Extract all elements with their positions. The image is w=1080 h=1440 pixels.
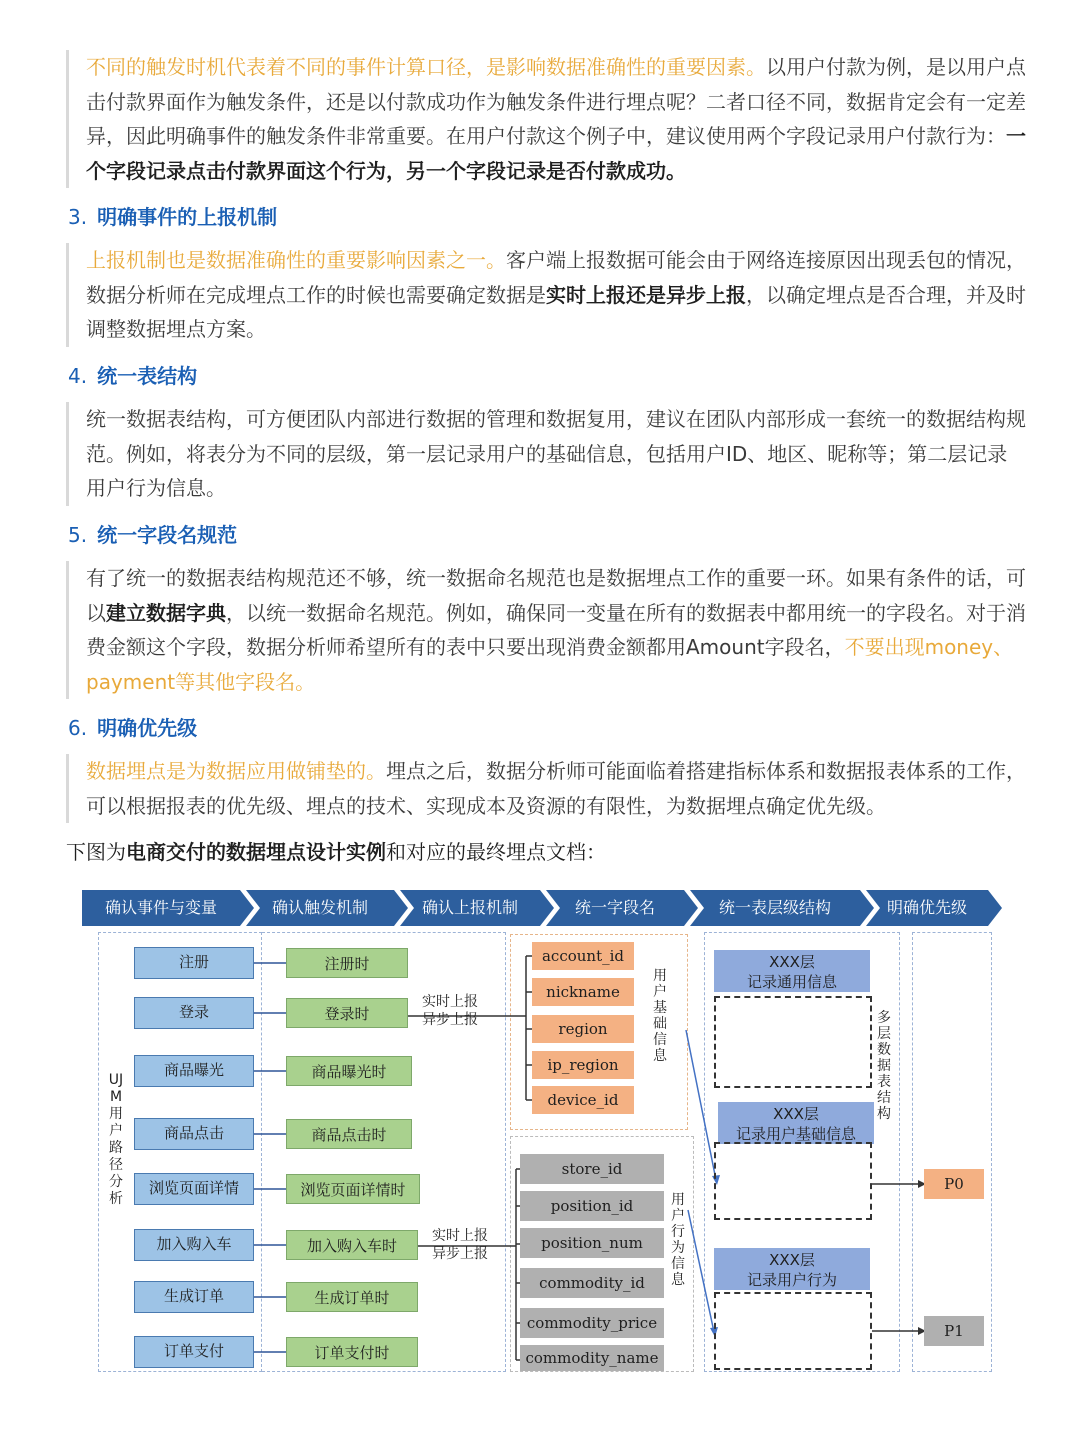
- report-label: 异步上报: [422, 1012, 478, 1028]
- event-box: 加入购入车: [134, 1229, 254, 1261]
- trigger-box: 生成订单时: [286, 1282, 418, 1312]
- heading-title: 统一字段名规范: [97, 523, 238, 547]
- bold-text: 一个字段记录点击付款界面这个行为，另一个字段记录是否付款成功。: [86, 124, 1026, 183]
- layers-label: 多层数据表结构: [877, 1010, 891, 1122]
- priority-p0: P0: [924, 1169, 984, 1199]
- highlight-text: 不要出现money、payment等其他字段名。: [86, 635, 1014, 694]
- event-box: 生成订单: [134, 1281, 254, 1313]
- user-field-box: nickname: [532, 978, 634, 1006]
- bold-text: 建立数据字典: [106, 600, 226, 625]
- trigger-box: 商品点击时: [286, 1119, 412, 1149]
- heading-title: 统一表结构: [97, 364, 198, 388]
- trigger-box: 加入购入车时: [286, 1230, 418, 1260]
- highlight-text: 上报机制也是数据准确性的重要影响因素之一。: [86, 248, 506, 272]
- body-text: 客户端上报数据可能会由于网络连接原因出现丢包的情况，数据分析师在完成埋点工作的时候也需要确定数据是: [86, 248, 1026, 307]
- heading-number: 5.: [68, 523, 88, 547]
- body-text: 有了统一的数据表结构规范还不够，统一数据命名规范也是数据埋点工作的重要一环。如果有条件的话，可以: [86, 566, 1026, 625]
- body-text: 以用户付款为例，是以用户点击付款界面作为触发条件，还是以付款成功作为触发条件进行埋点呢？二者口径不同，数据肯定会有一定差异，因此明确事件的触发条件非常重要。在用户付款这个例子中，建议使用两个字段记录用户付款行为：: [86, 55, 1026, 148]
- behavior-field-box: store_id: [520, 1154, 664, 1184]
- heading-number: 3.: [68, 205, 88, 229]
- user-field-box: device_id: [532, 1086, 634, 1114]
- heading-number: 4.: [68, 364, 88, 388]
- heading-priority: [68, 712, 197, 741]
- step-chevron: 确认触发机制: [246, 890, 394, 926]
- event-box: 浏览页面详情: [134, 1173, 254, 1205]
- bold-text: 电商交付的数据埋点设计实例: [126, 840, 386, 864]
- report-label: 实时上报: [432, 1228, 488, 1244]
- heading-field-naming: [68, 519, 237, 548]
- paragraph-field-naming: [66, 561, 1026, 699]
- event-box: 登录: [134, 997, 254, 1029]
- behavior-field-box: position_id: [520, 1191, 664, 1221]
- paragraph-trigger-timing: [66, 50, 1026, 188]
- trigger-box: 浏览页面详情时: [286, 1174, 420, 1204]
- diagram-intro: 下图为电商交付的数据埋点设计实例和对应的最终埋点文档：: [66, 840, 606, 864]
- layer-table-placeholder: [714, 1292, 872, 1370]
- step-chevron: 统一字段名: [546, 890, 684, 926]
- tracking-design-diagram: [0, 880, 1080, 1380]
- trigger-box: 订单支付时: [286, 1337, 418, 1367]
- trigger-box: 注册时: [286, 948, 408, 978]
- ujm-side-label: UJM用户路径分析: [108, 1072, 124, 1207]
- heading-title: 明确事件的上报机制: [97, 205, 278, 229]
- behavior-field-box: commodity_name: [520, 1345, 664, 1371]
- user-field-box: ip_region: [532, 1051, 634, 1079]
- highlight-text: 不同的触发时机代表着不同的事件计算口径，是影响数据准确性的重要因素。: [86, 55, 766, 79]
- event-box: 商品点击: [134, 1118, 254, 1150]
- step-chevron: 确认事件与变量: [82, 890, 240, 926]
- user-fields-label: 用户基础信息: [653, 968, 667, 1064]
- layer-box: XXX层 记录用户行为: [714, 1248, 870, 1290]
- paragraph-priority: [66, 754, 1026, 823]
- event-box: 订单支付: [134, 1336, 254, 1368]
- layer-table-placeholder: [714, 996, 872, 1088]
- report-label: 异步上报: [432, 1246, 488, 1262]
- bold-text: 实时上报还是异步上报: [546, 282, 746, 307]
- behavior-field-box: commodity_price: [520, 1308, 664, 1338]
- body-text: 统一数据表结构，可方便团队内部进行数据的管理和数据复用，建议在团队内部形成一套统一的数据结构规范。例如，将表分为不同的层级，第一层记录用户的基础信息，包括用户ID、地区、昵称等；第二层记录用户行为信息。: [86, 407, 1026, 500]
- user-field-box: region: [532, 1015, 634, 1043]
- step-chevron: 明确优先级: [866, 890, 988, 926]
- behavior-fields-label: 用户行为信息: [671, 1192, 685, 1288]
- heading-title: 明确优先级: [97, 716, 198, 740]
- body-text: ，以确定埋点是否合理，并及时调整数据埋点方案。: [86, 282, 1026, 341]
- paragraph-report-mechanism: [66, 243, 1026, 347]
- step-chevron: 统一表层级结构: [690, 890, 860, 926]
- layer-box: XXX层 记录用户基础信息: [718, 1102, 874, 1144]
- heading-unified-table: [68, 360, 197, 389]
- trigger-box: 商品曝光时: [286, 1056, 412, 1086]
- body-text: ，以统一数据命名规范。例如，确保同一变量在所有的数据表中都用统一的字段名。对于消费金额这个字段，数据分析师希望所有的表中只要出现消费金额都用Amount字段名，: [86, 600, 1026, 659]
- event-box: 商品曝光: [134, 1055, 254, 1087]
- body-text: 埋点之后，数据分析师可能面临着搭建指标体系和数据报表体系的工作，可以根据报表的优先级、埋点的技术、实现成本及资源的有限性，为数据埋点确定优先级。: [86, 759, 1026, 818]
- report-label: 实时上报: [422, 994, 478, 1010]
- user-field-box: account_id: [532, 942, 634, 970]
- step-chevron: 确认上报机制: [400, 890, 540, 926]
- highlight-text: 数据埋点是为数据应用做铺垫的。: [86, 759, 386, 783]
- event-box: 注册: [134, 947, 254, 979]
- behavior-field-box: commodity_id: [520, 1268, 664, 1298]
- heading-number: 6.: [68, 716, 88, 740]
- heading-report-mechanism: [68, 201, 277, 230]
- layer-table-placeholder: [714, 1142, 872, 1220]
- paragraph-unified-table: [66, 402, 1026, 506]
- trigger-box: 登录时: [286, 998, 408, 1028]
- priority-p1: P1: [924, 1316, 984, 1346]
- layer-box: XXX层 记录通用信息: [714, 950, 870, 992]
- behavior-field-box: position_num: [520, 1228, 664, 1258]
